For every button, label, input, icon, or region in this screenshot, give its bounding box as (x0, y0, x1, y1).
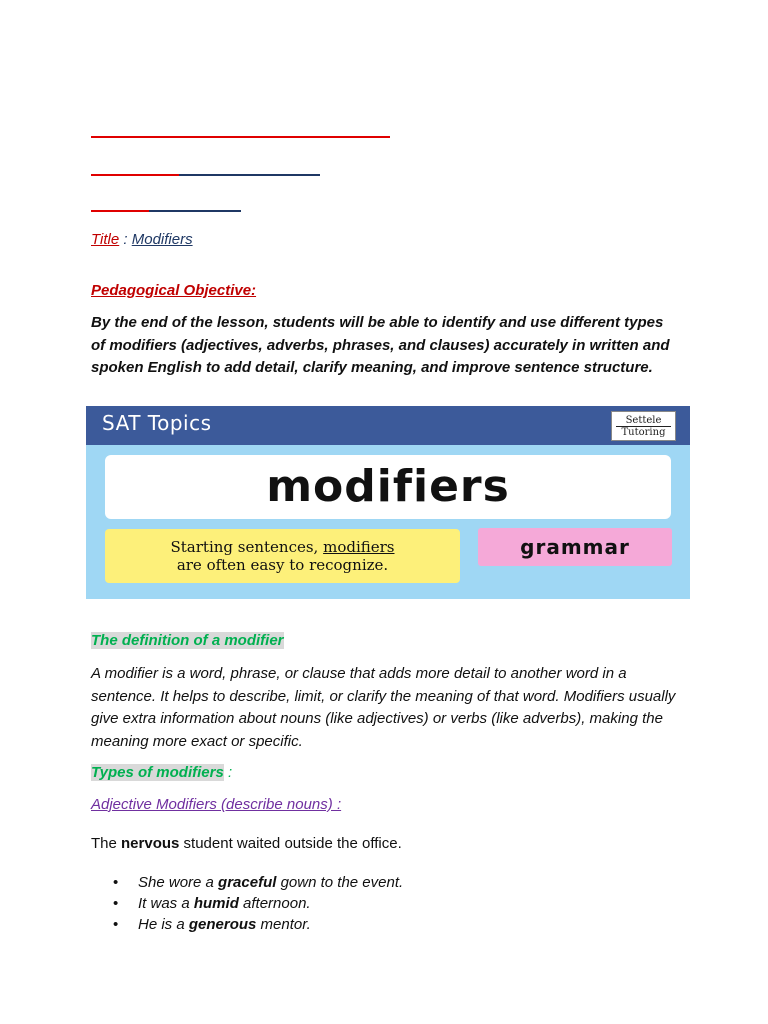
bullet-bold-word: graceful (218, 874, 277, 891)
objective-heading: Pedagogical Objective: (91, 282, 257, 299)
banner-header: SAT Topics (102, 411, 212, 435)
blank-line-1 (91, 136, 390, 138)
tagline-keyword: modifiers (323, 538, 395, 556)
bullet-text-after: afternoon. (238, 895, 311, 912)
banner-word-box (105, 455, 671, 519)
bullet-text-after: mentor. (256, 916, 311, 933)
example-before: The (91, 835, 122, 852)
adjective-example-list (110, 872, 403, 935)
tagline-line-1 (105, 538, 460, 556)
banner-tag: grammar (520, 535, 630, 559)
banner-tag-box (478, 528, 672, 566)
adjective-example (91, 835, 402, 852)
definition-heading (91, 632, 284, 649)
bullet-bold-word: generous (188, 916, 257, 933)
banner-main-word: modifiers (266, 461, 510, 512)
list-item (110, 914, 403, 935)
blank-line-3-blue (149, 210, 241, 212)
title-separator: : (119, 231, 132, 248)
blank-line-2-red (91, 174, 179, 176)
list-item (110, 872, 403, 893)
bullet-text-before: It was a (138, 895, 194, 912)
bullet-text-after: gown to the event. (276, 874, 404, 891)
bullet-text-before: She wore a (138, 874, 219, 891)
blank-line-2-blue (179, 174, 320, 176)
logo-line-2: Tutoring (621, 427, 666, 438)
example-after: student waited outside the office. (179, 835, 402, 852)
definition-heading-text: The definition of a modifier (91, 632, 284, 649)
tagline-prefix: Starting sentences, (170, 538, 324, 556)
title-label: Title (91, 231, 120, 248)
sat-topics-banner (86, 406, 690, 599)
blank-line-3-red (91, 210, 149, 212)
types-heading-text: Types of modifiers (91, 764, 224, 781)
objective-text: By the end of the lesson, students will be able to identify and use different types of modifiers (adjectives, adverbs, phrases, and clauses) accurately in written and spoken English to add detail, clarify meaning, and improve sentence structure. (91, 314, 670, 377)
types-heading-colon: : (223, 764, 233, 781)
title-value: Modifiers (131, 231, 193, 248)
tagline-line-2: are often easy to recognize. (176, 556, 389, 574)
definition-text: A modifier is a word, phrase, or clause that adds more detail to another word in a sentence. It helps to describe, limit, or clarify the meaning of that word. Modifiers usually give extra information about nouns (like adjectives) or verbs (like adverbs), making the meaning more exact or specific. (91, 665, 676, 751)
logo-line-1: Settele (616, 415, 671, 427)
adjective-modifiers-heading: Adjective Modifiers (describe nouns) : (91, 796, 342, 813)
bullet-bold-word: humid (193, 895, 239, 912)
bullet-text-before: He is a (138, 916, 189, 933)
example-bold: nervous (121, 835, 180, 852)
banner-tagline-box (105, 529, 460, 583)
settele-tutoring-logo (611, 411, 676, 441)
banner-header-bar (86, 406, 690, 445)
document-title (91, 231, 193, 248)
types-heading (91, 764, 232, 781)
list-item (110, 893, 403, 914)
